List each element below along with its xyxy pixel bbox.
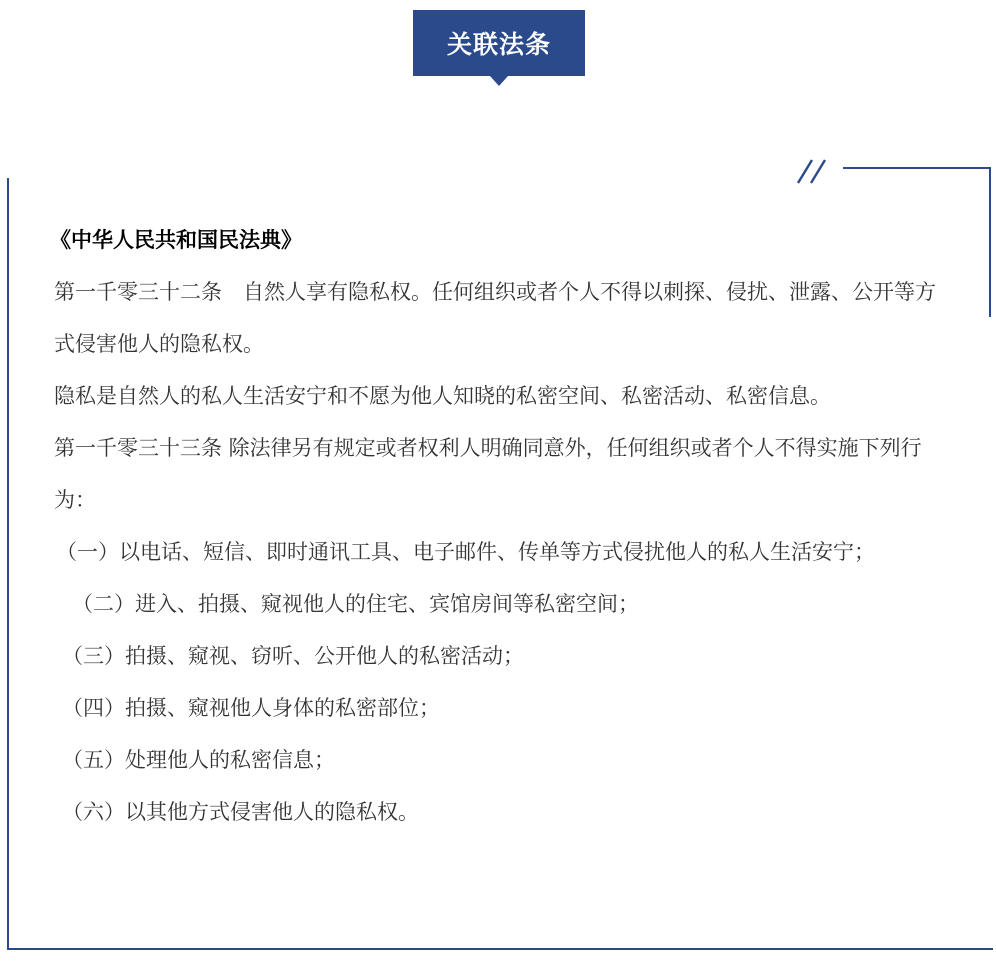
double-slash-icon (796, 156, 830, 186)
list-item: （四）拍摄、窥视他人身体的私密部位； (62, 696, 440, 720)
frame-right-border (989, 167, 991, 317)
article-content (50, 214, 954, 838)
frame-bottom-border (7, 948, 993, 950)
list-item: （五）处理他人的私密信息； (62, 748, 335, 772)
article-1033: 第一千零三十三条 除法律另有规定或者权利人明确同意外，任何组织或者个人不得实施下列行为： (54, 436, 922, 512)
article-1032: 第一千零三十二条 自然人享有隐私权。任何组织或者个人不得以刺探、侵扰、泄露、公开等方式侵害他人的隐私权。 (54, 280, 936, 356)
law-source-title: 《中华人民共和国民法典》 (50, 228, 302, 252)
section-title-badge (413, 10, 585, 76)
badge-pointer (490, 76, 508, 86)
list-item: （六）以其他方式侵害他人的隐私权。 (62, 800, 419, 824)
frame-top-border (843, 167, 991, 169)
list-item: （三）拍摄、窥视、窃听、公开他人的私密活动； (62, 644, 524, 668)
frame-left-border (7, 178, 9, 950)
list-item: （一）以电话、短信、即时通讯工具、电子邮件、传单等方式侵扰他人的私人生活安宁； (56, 540, 875, 564)
list-item: （二）进入、拍摄、窥视他人的住宅、宾馆房间等私密空间； (72, 592, 639, 616)
section-title: 关联法条 (446, 30, 551, 59)
privacy-definition: 隐私是自然人的私人生活安宁和不愿为他人知晓的私密空间、私密活动、私密信息。 (54, 384, 831, 408)
